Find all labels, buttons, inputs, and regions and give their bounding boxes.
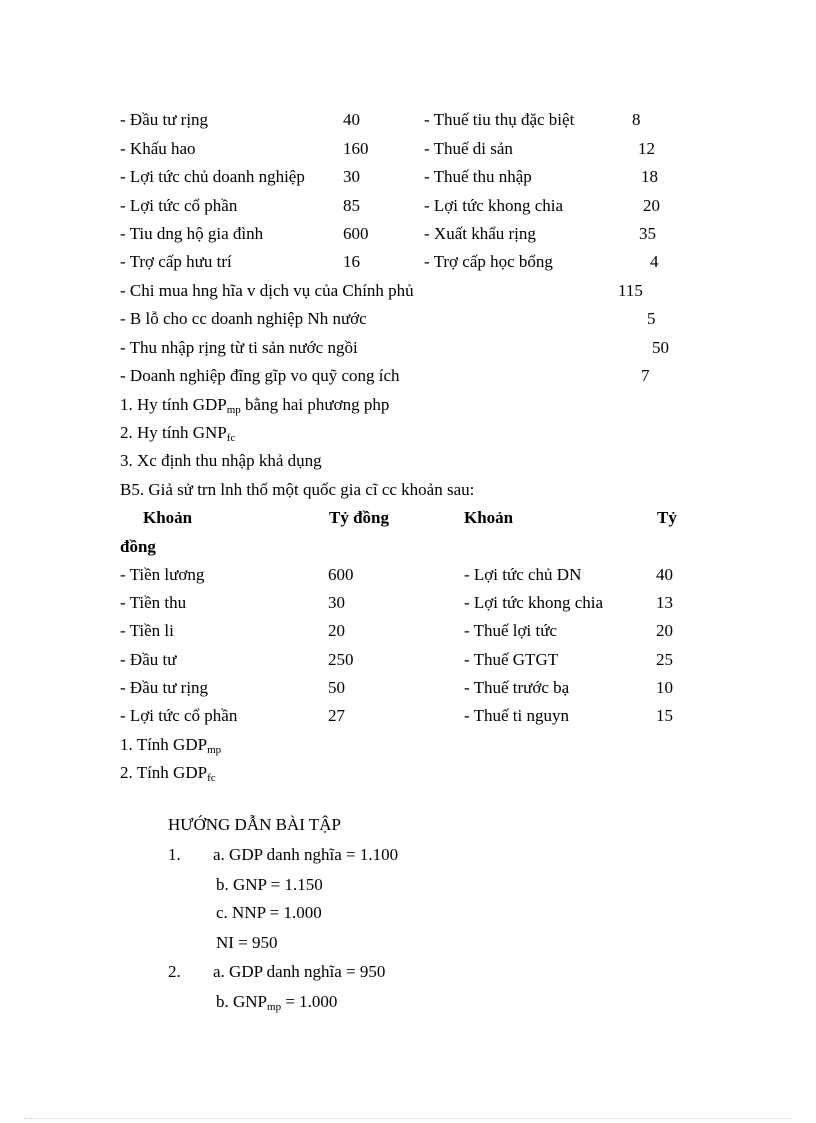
guide-item1-c: c. NNP = 1.000 (216, 903, 322, 922)
b5-row-value2: 20 (656, 621, 673, 640)
b5-row-value: 250 (328, 650, 354, 669)
b5-row-label: - Tiền thu (120, 593, 187, 612)
b5-question: 1. Tính $GDP_{mp}$ (120, 735, 222, 756)
guide-item1-b: b. GNP = 1.150 (216, 875, 323, 894)
t1-r6-label: - Trợ cấp hưu trí (120, 252, 232, 271)
t1-r2-value: 160 (343, 139, 369, 158)
b5-row-value: 27 (328, 706, 345, 725)
b5-row-value2: 15 (656, 706, 673, 725)
t1-r4-label2: - Lợi tức khong chia (424, 196, 564, 215)
b5-row-label2: - Thuế lợi tức (464, 621, 557, 640)
b5-row-value: 30 (328, 593, 345, 612)
t1-r5-value2: 35 (639, 224, 656, 243)
wide-row-label: - Doanh nghiệp đĩng gĩp vo quỹ cong ích (120, 366, 400, 385)
t1-r3-label2: - Thuế thu nhập (424, 167, 532, 186)
t1-r3-value: 30 (343, 167, 360, 186)
page-bottom-rule (24, 1118, 792, 1119)
wide-row-value: 115 (618, 281, 643, 300)
b5-row-value2: 13 (656, 593, 673, 612)
t1-r1-label2: - Thuế tiu thụ đặc biệt (424, 110, 575, 129)
guide-item1-a: a. GDP danh nghĩa = 1.100 (213, 845, 399, 864)
t1-r5-value: 600 (343, 224, 369, 243)
wide-row-label: - Thu nhập rịng từ ti sản nước ngồi (120, 338, 358, 357)
t1-r1-value: 40 (343, 110, 360, 129)
b5-question: 2. Tính $GDP_{fc}$ (120, 763, 216, 784)
t1-r5-label2: - Xuất khẩu rịng (424, 224, 536, 243)
b5-row-value: 600 (328, 565, 354, 584)
wide-row-value: 7 (641, 366, 650, 385)
guide-item1-num: 1. (168, 845, 181, 864)
b5-row-label: - Đầu tư (120, 650, 177, 669)
b5-row-value2: 40 (656, 565, 673, 584)
b5-row-label2: - Thuế ti nguyn (464, 706, 569, 725)
t1-r2-value2: 12 (638, 139, 655, 158)
guide-item2-b: b. $GNP_{mp} = 1.000$ (216, 992, 338, 1013)
b5-row-label: - Lợi tức cổ phần (120, 706, 238, 725)
b5-row-label: - Đầu tư rịng (120, 678, 209, 697)
wide-row-value: 50 (652, 338, 669, 357)
wide-row-value: 5 (647, 309, 656, 328)
t1-r2-label2: - Thuế di sản (424, 139, 513, 158)
b5-row-value2: 10 (656, 678, 673, 697)
wide-row-label: - Chi mua hng hĩa v dịch vụ của Chính phủ (120, 281, 414, 300)
b5-row-label2: - Lợi tức chủ DN (464, 565, 582, 584)
t1-r6-value2: 4 (650, 252, 659, 271)
t1-r2-label: - Khấu hao (120, 139, 196, 158)
guide-item2-a: a. GDP danh nghĩa = 950 (213, 962, 386, 981)
t1-r3-value2: 18 (641, 167, 658, 186)
b5-row-label2: - Lợi tức khong chia (464, 593, 604, 612)
t1-r6-value: 16 (343, 252, 360, 271)
b5-header-wrap: đồng (120, 537, 156, 556)
guide-item2-num: 2. (168, 962, 181, 981)
b5-header-col1: Khoản (143, 508, 193, 527)
t1-r4-label: - Lợi tức cổ phần (120, 196, 238, 215)
b5-header-col4: Tỷ (657, 508, 677, 527)
question: 2. Hy tính $GNP_{fc}$ (120, 423, 236, 444)
question: 3. Xc định thu nhập khả dụng (120, 451, 322, 470)
b5-row-label: - Tiền lương (120, 565, 205, 584)
guide-title: HƯỚNG DẪN BÀI TẬP (168, 815, 341, 834)
b5-header-col2: Tỷ đồng (329, 508, 389, 527)
question: 1. Hy tính $GDP_{mp}$ bằng hai phương php (120, 395, 390, 416)
b5-header-col3: Khoản (464, 508, 514, 527)
t1-r5-label: - Tiu dng hộ gia đình (120, 224, 264, 243)
b5-row-value: 20 (328, 621, 345, 640)
t1-r4-value2: 20 (643, 196, 660, 215)
guide-item1-d: NI = 950 (216, 933, 278, 952)
t1-r6-label2: - Trợ cấp học bổng (424, 252, 553, 271)
b5-intro: B5. Giả sử trn lnh thổ một quốc gia cĩ cc khoản sau: (120, 480, 475, 499)
wide-row-label: - B lỗ cho cc doanh nghiệp Nh nước (120, 309, 367, 328)
t1-r1-label: - Đầu tư rịng (120, 110, 209, 129)
t1-r1-value2: 8 (632, 110, 641, 129)
b5-row-label: - Tiền li (120, 621, 174, 640)
t1-r3-label: - Lợi tức chủ doanh nghiệp (120, 167, 305, 186)
b5-row-value2: 25 (656, 650, 673, 669)
b5-row-value: 50 (328, 678, 345, 697)
b5-row-label2: - Thuế GTGT (464, 650, 559, 669)
t1-r4-value: 85 (343, 196, 360, 215)
b5-row-label2: - Thuế trước bạ (464, 678, 570, 697)
